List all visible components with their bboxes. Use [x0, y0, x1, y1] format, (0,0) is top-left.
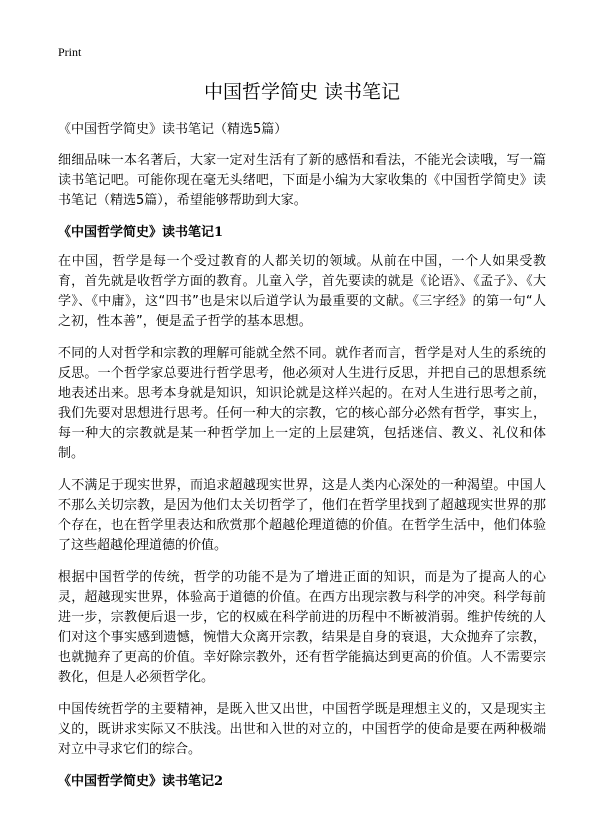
print-link[interactable]: Print [58, 45, 82, 59]
document-body [58, 80, 546, 801]
section-heading-1: 《中国哲学简史》读书笔记1 [58, 225, 224, 240]
paragraph: 不同的人对哲学和宗教的理解可能就全然不同。就作者而言，哲学是对人生的系统的反思。一个哲学家总要进行哲学思考，他必须对人生进行反思，并把自己的思想系统地表述出来。思考本身就是知识，知识论就是这样兴起的。在对人生进行思考之前，我们先要对思想进行思考。任何一种大的宗教，它的核心部分必然有哲学，事实上，每一种大的宗教就是某一种哲学加上一定的上层建筑，包括迷信、教义、礼仪和体制。 [58, 346, 546, 461]
paragraph: 根据中国哲学的传统，哲学的功能不是为了增进正面的知识，而是为了提高人的心灵，超越现实世界，体验高于道德的价值。在西方出现宗教与科学的冲突。科学每前进一步，宗教便后退一步，它的权威在科学前进的历程中不断被消弱。维护传统的人们对这个事实感到遗憾，惋惜大众离开宗教，结果是自身的衰退，大众抛弃了宗教，也就抛弃了更高的价值。幸好除宗教外，还有哲学能搞达到更高的价值。人不需要宗教化，但是人必须哲学化。 [58, 570, 546, 685]
document-subtitle: 《中国哲学简史》读书笔记（精选5篇） [58, 122, 288, 137]
paragraph: 人不满足于现实世界，而追求超越现实世界，这是人类内心深处的一种渴望。中国人不那么关切宗教，是因为他们太关切哲学了，他们在哲学里找到了超越现实世界的那个存在，也在哲学里表达和欣赏那个超越伦理道德的价值。在哲学生活中，他们体验了这些超越伦理道德的价值。 [58, 478, 546, 553]
paragraph: 在中国，哲学是每一个受过教育的人都关切的领域。从前在中国，一个人如果受教育，首先就是收哲学方面的教育。儿童入学，首先要读的就是《论语》、《孟子》、《大学》、《中庸》，这“四书”也是宋以后道学认为最重要的文献。《三字经》的第一句“人之初，性本善”，便是孟子哲学的基本思想。 [58, 254, 546, 329]
paragraph: 中国传统哲学的主要精神，是既入世又出世，中国哲学既是理想主义的，又是现实主义的，既讲求实际又不肤浅。出世和入世的对立的，中国哲学的使命是要在两种极端对立中寻求它们的综合。 [58, 702, 546, 757]
section-heading-2: 《中国哲学简史》读书笔记2 [58, 774, 224, 789]
page-title: 中国哲学简史 读书笔记 [203, 81, 401, 103]
intro-paragraph: 细细品味一本名著后，大家一定对生活有了新的感悟和看法，不能光会读哦，写一篇读书笔记吧。可能你现在毫无头绪吧，下面是小编为大家收集的《中国哲学简史》读书笔记（精选5篇），希望能够帮助到大家。 [58, 153, 546, 208]
